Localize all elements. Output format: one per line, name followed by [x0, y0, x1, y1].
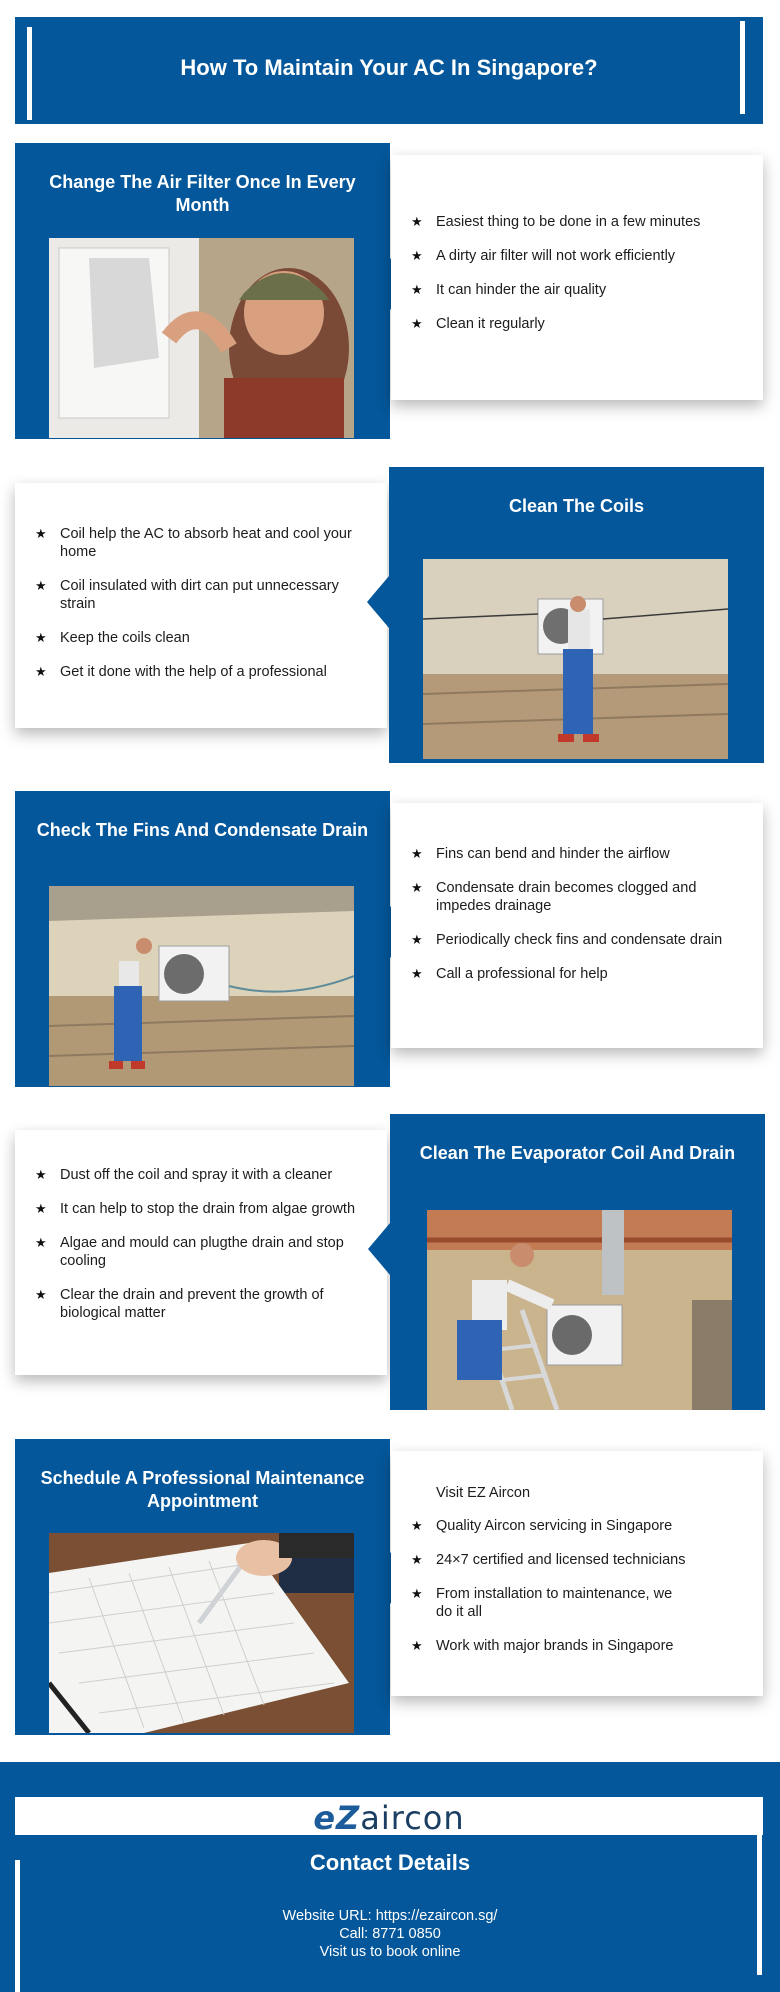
list-item: ★ Call a professional for help: [411, 966, 608, 982]
star-icon: ★: [411, 248, 423, 263]
technician-ladder-photo: [427, 1210, 732, 1410]
section-air-filter: [0, 143, 780, 443]
phone-number[interactable]: Call: 8771 0850: [339, 1926, 441, 1942]
list-item: ★ Work with major brands in Singapore: [411, 1638, 674, 1654]
list-item: ★ Easiest thing to be done in a few minutes: [411, 214, 701, 230]
star-icon: ★: [411, 214, 423, 229]
section-heading: Clean The Coils: [508, 496, 645, 516]
technician-filter-photo: [49, 238, 354, 438]
contact-footer: [0, 1762, 780, 1992]
list-item: ★ Coil help the AC to absorb heat and cool your home: [35, 526, 352, 560]
contact-heading: Contact Details: [309, 1850, 471, 1875]
list-item: ★ 24×7 certified and licensed technicians: [411, 1552, 686, 1568]
website-url[interactable]: Website URL: https://ezaircon.sg/: [282, 1908, 498, 1924]
section-evaporator-coil: [0, 1114, 780, 1414]
star-icon: ★: [411, 282, 423, 297]
star-icon: ★: [411, 1586, 423, 1601]
list-item: ★ Clear the drain and prevent the growth of biological matter: [35, 1287, 324, 1321]
list-item: ★ Fins can bend and hinder the airflow: [411, 846, 670, 862]
star-icon: ★: [411, 1552, 423, 1567]
tips-card: [15, 1130, 387, 1375]
section-heading: Clean The Evaporator Coil And Drain: [419, 1143, 736, 1163]
intro-text: Visit EZ Aircon: [436, 1485, 531, 1501]
star-icon: ★: [35, 578, 47, 593]
star-icon: ★: [411, 1518, 423, 1533]
technician-fins-photo: [49, 886, 354, 1086]
list-item: ★ It can hinder the air quality: [411, 282, 607, 298]
section-schedule-appointment: [0, 1439, 780, 1739]
page-title: How To Maintain Your AC In Singapore?: [180, 55, 598, 80]
star-icon: ★: [411, 966, 423, 981]
list-item: ★ Condensate drain becomes clogged and impedes drainage: [411, 880, 697, 914]
star-icon: ★: [411, 316, 423, 331]
tips-card: [391, 1451, 763, 1696]
calendar-photo: [49, 1533, 354, 1733]
section-heading-panel: [389, 467, 764, 763]
list-item: ★ It can help to stop the drain from algae growth: [35, 1201, 356, 1217]
tips-list: [35, 1166, 373, 1338]
list-item: ★ Coil insulated with dirt can put unnecessary strain: [35, 578, 339, 612]
tips-list: [411, 845, 749, 999]
star-icon: ★: [411, 846, 423, 861]
section-heading-panel: [390, 1114, 765, 1410]
star-icon: ★: [35, 1235, 47, 1250]
section-heading: Check The Fins And Condensate Drain: [36, 820, 369, 840]
star-icon: ★: [35, 664, 47, 679]
list-item: ★ Keep the coils clean: [35, 630, 190, 646]
star-icon: ★: [35, 1201, 47, 1216]
list-item: ★ Periodically check fins and condensate drain: [411, 932, 723, 948]
section-heading-panel: [15, 143, 390, 439]
section-heading-panel: [15, 1439, 390, 1735]
tips-card: [391, 155, 763, 400]
list-item: ★ A dirty air filter will not work efficiently: [411, 248, 676, 264]
section-heading: Schedule A Professional Maintenance Appointment: [40, 1468, 365, 1511]
list-item: ★ Quality Aircon servicing in Singapore: [411, 1518, 673, 1534]
pointer-arrow: [368, 1223, 390, 1275]
logo-strip: [15, 1797, 763, 1835]
section-heading: Change The Air Filter Once In Every Month: [49, 172, 356, 215]
section-clean-coils: [0, 467, 780, 767]
list-item: ★ Algae and mould can plugthe drain and stop cooling: [35, 1235, 344, 1269]
tips-list: [35, 525, 373, 697]
pointer-arrow: [367, 576, 389, 628]
booking-note: Visit us to book online: [319, 1944, 461, 1960]
star-icon: ★: [35, 630, 47, 645]
star-icon: ★: [35, 1167, 47, 1182]
list-item: ★ Get it done with the help of a professional: [35, 664, 327, 680]
star-icon: ★: [411, 932, 423, 947]
contact-lines: [0, 1907, 780, 1961]
tips-card: [391, 803, 763, 1048]
tips-list: [411, 1485, 749, 1671]
star-icon: ★: [411, 880, 423, 895]
list-item: ★ Clean it regularly: [411, 316, 545, 332]
technician-coils-photo: [423, 559, 728, 759]
star-icon: ★: [411, 1638, 423, 1653]
section-fins-drain: [0, 791, 780, 1091]
list-item: ★ From installation to maintenance, we do it all: [411, 1586, 673, 1620]
ez-aircon-logo: eZaircon: [313, 1799, 465, 1837]
tips-card: [15, 483, 387, 728]
section-heading-panel: [15, 791, 390, 1087]
list-item: ★ Dust off the coil and spray it with a cleaner: [35, 1167, 333, 1183]
tips-list: [411, 213, 749, 349]
star-icon: ★: [35, 1287, 47, 1302]
title-banner: [15, 17, 763, 124]
star-icon: ★: [35, 526, 47, 541]
